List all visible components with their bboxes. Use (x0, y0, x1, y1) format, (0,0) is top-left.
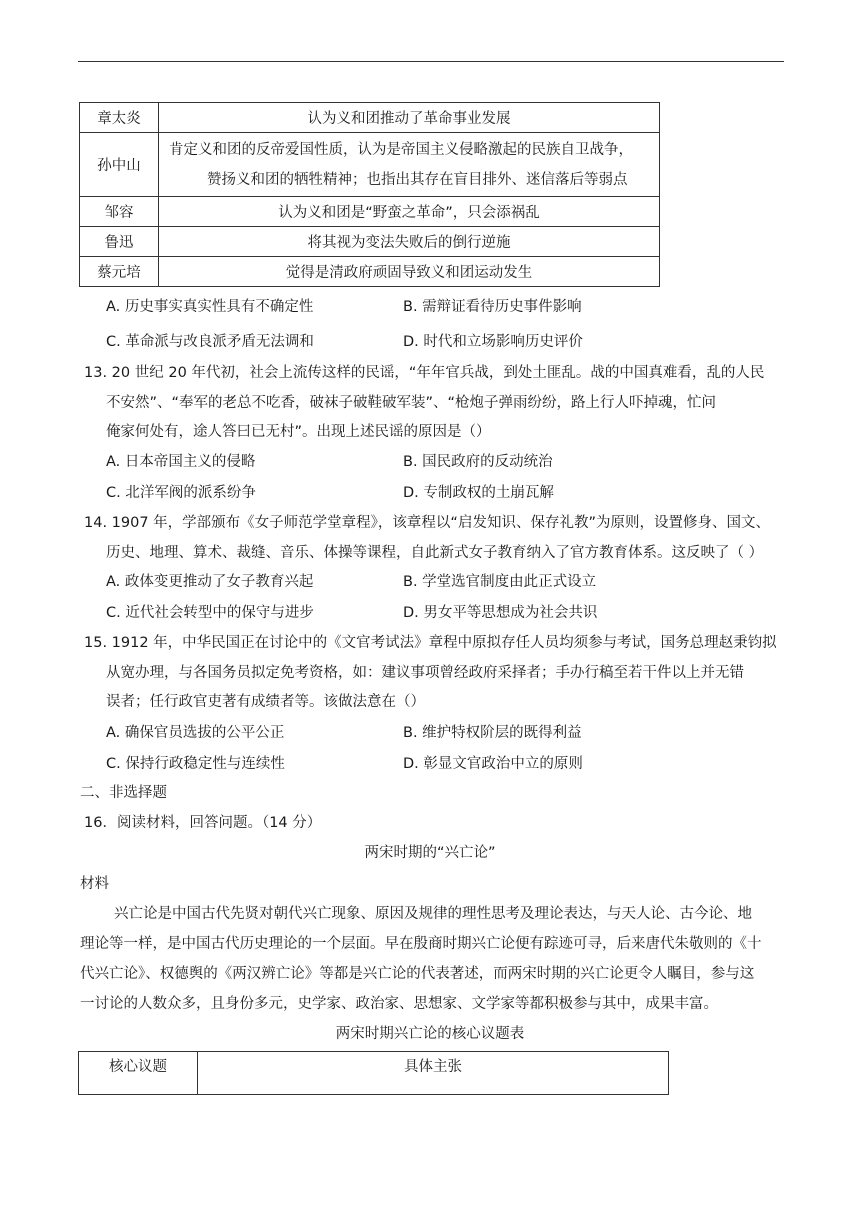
q12-option-a: A. 历史事实真实性具有不确定性 (106, 299, 314, 315)
q14-option-c: C. 近代社会转型中的保守与进步 (106, 605, 314, 621)
q14-option-b: B. 学堂选官制度由此正式设立 (403, 574, 597, 590)
table-cell-view: 认为义和团是“野蛮之革命”，只会添祸乱 (159, 197, 660, 227)
table-cell-view: 觉得是清政府顽固导致义和团运动发生 (159, 257, 660, 287)
q15-option-a: A. 确保官员选拔的公平公正 (106, 725, 285, 741)
material-paragraph-line: 一讨论的人数众多，且身份多元，史学家、政治家、思想家、文学家等都积极参与其中，成果丰富。 (80, 996, 718, 1012)
table-cell-name: 蔡元培 (80, 257, 159, 287)
q15-option-b: B. 维护特权阶层的既得利益 (403, 725, 582, 741)
q12-option-c: C. 革命派与改良派矛盾无法调和 (106, 334, 314, 350)
q15-option-c: C. 保持行政稳定性与连续性 (106, 756, 285, 772)
q14-stem-line: 14. 1907 年，学部颁布《女子师范学堂章程》，该章程以“启发知识、保存礼教”为原则，设置修身、国文、 (84, 515, 770, 531)
table-header-row (79, 1052, 669, 1095)
header-rule (78, 61, 784, 62)
q13-stem-line: 13. 20 世纪 20 年代初，社会上流传这样的民谣，“年年官兵战，到处土匪乱。战的中国真难看，乱的人民 (84, 365, 765, 381)
table-cell-name: 邹容 (80, 197, 159, 227)
q14-option-d: D. 男女平等思想成为社会共识 (403, 605, 598, 621)
material-paragraph-line: 兴亡论是中国古代先贤对朝代兴亡现象、原因及规律的理性思考及理论表达，与天人论、古今论、地 (114, 906, 752, 922)
q15-option-d: D. 彰显文官政治中立的原则 (403, 756, 583, 772)
table-cell-view-line: 肯定义和团的反帝爱国性质，认为是帝国主义侵略激起的民族自卫战争， (169, 141, 633, 158)
table-title: 两宋时期兴亡论的核心议题表 (335, 1026, 525, 1042)
q15-stem-line: 15. 1912 年，中华民国正在讨论中的《文官考试法》章程中原拟存任人员均须参与考试，国务总理赵秉钧拟 (84, 635, 777, 651)
q13-option-b: B. 国民政府的反动统治 (403, 454, 553, 470)
material-label: 材料 (80, 876, 109, 892)
q12-option-d: D. 时代和立场影响历史评价 (403, 334, 583, 350)
historian-views-table (79, 102, 660, 287)
table-header-claims: 具体主张 (198, 1052, 669, 1095)
table-row (80, 103, 660, 133)
material-title: 两宋时期的“兴亡论” (364, 845, 496, 861)
table-row (80, 257, 660, 287)
table-cell-view: 将其视为变法失败后的倒行逆施 (159, 227, 660, 257)
q12-option-b: B. 需辩证看待历史事件影响 (403, 299, 582, 315)
q13-option-a: A. 日本帝国主义的侵略 (106, 454, 256, 470)
core-topics-table (78, 1051, 669, 1095)
q14-option-a: A. 政体变更推动了女子教育兴起 (106, 574, 314, 590)
q16-stem: 16．阅读材料，回答问题。（14 分） (84, 815, 322, 831)
table-header-topic: 核心议题 (79, 1052, 198, 1095)
material-paragraph-line: 理论等一样，是中国古代历史理论的一个层面。早在殷商时期兴亡论便有踪迹可寻，后来唐代朱敬则的《十 (80, 936, 762, 952)
table-cell-view (159, 133, 660, 197)
q13-stem-line: 俺家何处有，途人答曰已无村”。出现上述民谣的原因是（） (106, 424, 491, 440)
q13-option-d: D. 专制政权的土崩瓦解 (403, 485, 554, 501)
table-cell-name: 鲁迅 (80, 227, 159, 257)
q14-stem-line: 历史、地理、算术、裁缝、音乐、体操等课程，自此新式女子教育纳入了官方教育体系。这反映了（ ） (106, 545, 764, 561)
section-heading: 二、非选择题 (80, 785, 167, 801)
table-cell-name: 孙中山 (80, 133, 159, 197)
table-row (80, 197, 660, 227)
q13-option-c: C. 北洋军阀的派系纷争 (106, 485, 256, 501)
table-row (80, 227, 660, 257)
table-cell-view: 认为义和团推动了革命事业发展 (159, 103, 660, 133)
material-paragraph-line: 代兴亡论》、权德舆的《两汉辨亡论》等都是兴亡论的代表著述，而两宋时期的兴亡论更令人瞩目，参与这 (80, 966, 755, 982)
q13-stem-line: 不安然”、“奉军的老总不吃香，破袜子破鞋破军装”、“枪炮子弹雨纷纷，路上行人吓掉魂，忙问 (106, 395, 717, 411)
table-cell-name: 章太炎 (80, 103, 159, 133)
q15-stem-line: 误者；任行政官吏著有成绩者等。该做法意在（） (106, 694, 425, 710)
q15-stem-line: 从宽办理，与各国务员拟定免考资格，如：建议事项曾经政府采择者；手办行稿至若干件以上并无错 (106, 665, 744, 681)
table-row (80, 133, 660, 197)
table-cell-view-line: 赞扬义和团的牺牲精神；也指出其存在盲目排外、迷信落后等弱点 (207, 171, 628, 188)
